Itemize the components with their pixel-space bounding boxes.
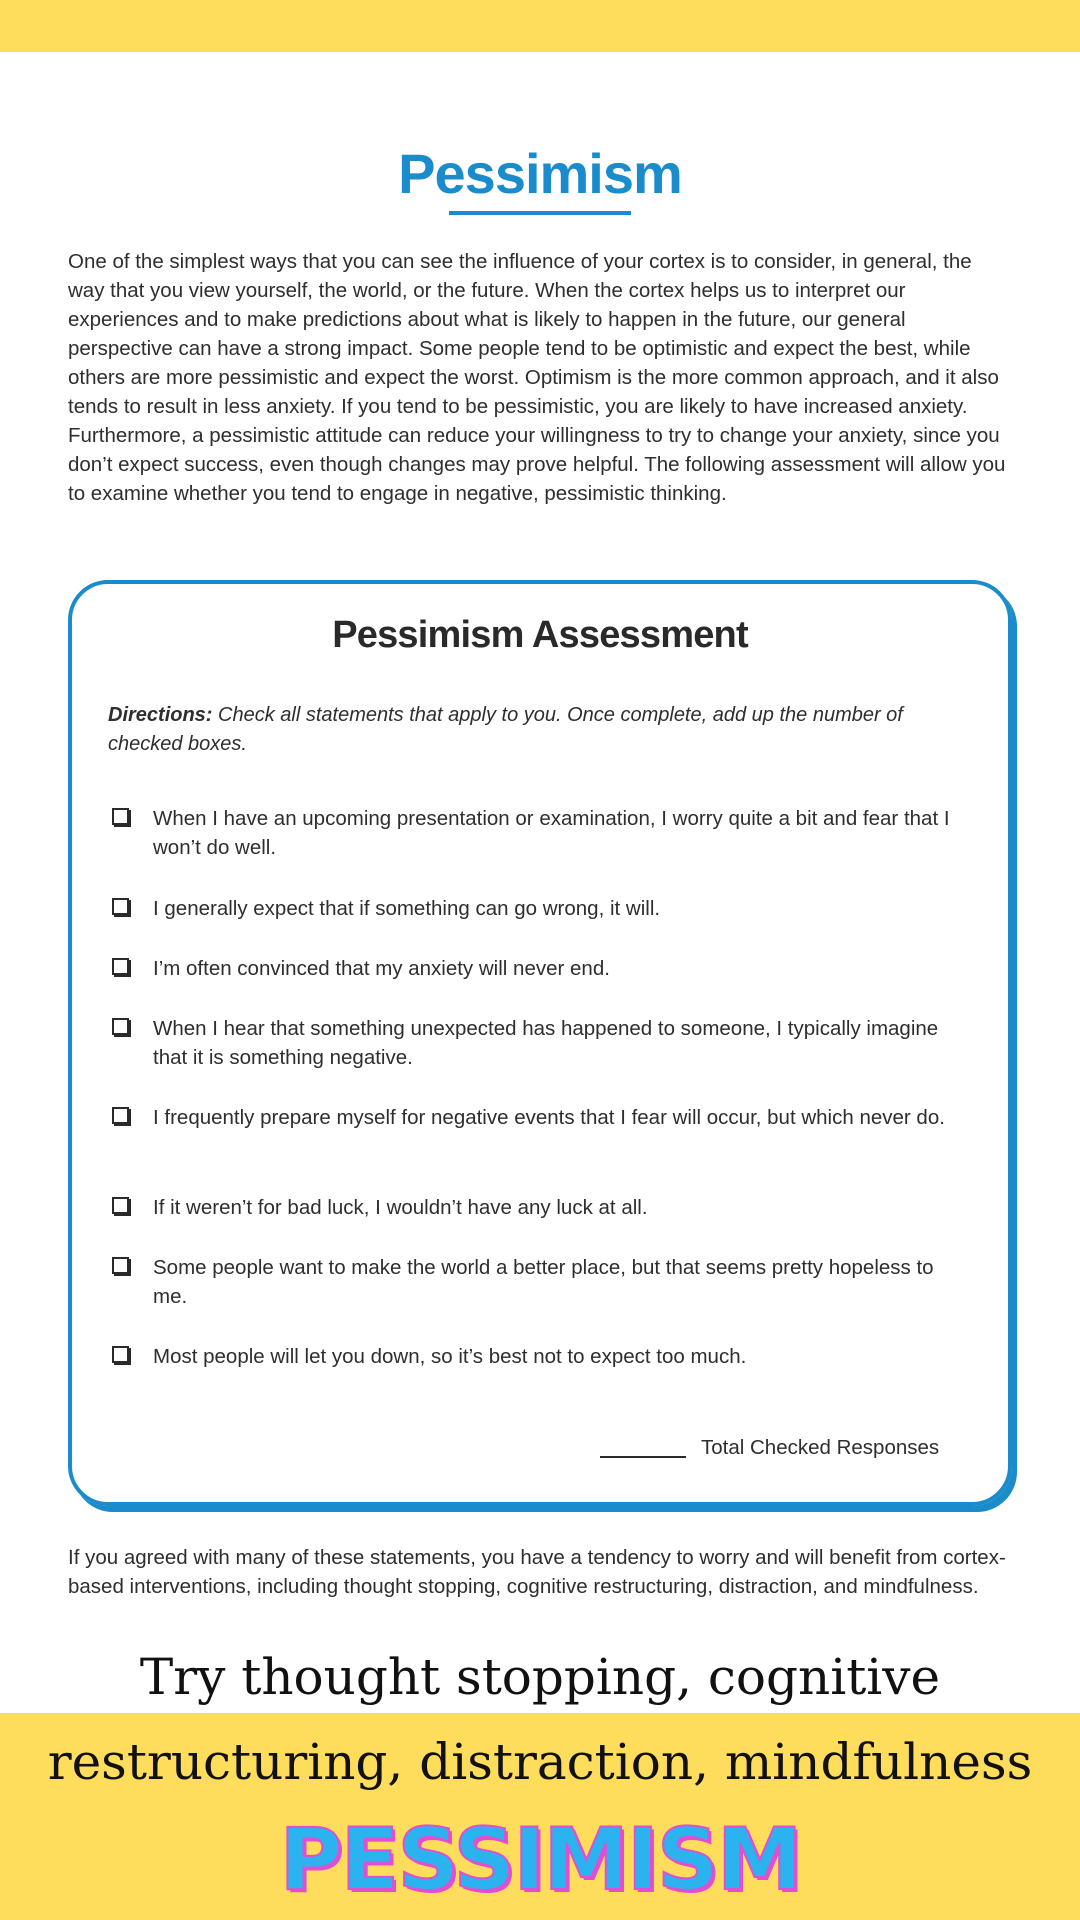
overlay-caption: Try thought stopping, cognitive restructuring, distraction, mindfulness [47,1648,1033,1791]
directions-label: Directions: [108,704,213,726]
checklist-item-text: I’m often convinced that my anxiety will never end. [153,957,610,980]
checklist-item-text: When I hear that something unexpected has happened to someone, I typically imagine that it is something negative. [153,1017,939,1069]
checkbox[interactable] [112,1197,129,1214]
document-title: Pessimism [398,142,682,205]
checkbox[interactable] [112,808,129,825]
directions-text: Check all statements that apply to you. Once complete, add up the number of checked boxes. [108,704,903,755]
title-underline [449,211,631,215]
checklist-item-text: Most people will let you down, so it’s best not to expect too much. [153,1345,747,1368]
checklist-item-text: If it weren’t for bad luck, I wouldn’t have any luck at all. [153,1196,648,1219]
top-color-band [0,0,1080,52]
checkbox[interactable] [112,898,129,915]
checkbox[interactable] [112,958,129,975]
checklist-item-text: Some people want to make the world a better place, but that seems pretty hopeless to me. [153,1256,934,1308]
total-label: Total Checked Responses [701,1436,940,1459]
total-blank-line[interactable] [600,1456,686,1458]
checklist-item-text: I generally expect that if something can go wrong, it will. [153,897,661,920]
checkbox[interactable] [112,1018,129,1035]
checkbox[interactable] [112,1257,129,1274]
checkbox[interactable] [112,1346,129,1363]
intro-paragraph: One of the simplest ways that you can see the influence of your cortex is to consider, in general, the way that you view yourself, the world, or the future. When the cortex helps us to interpret our experiences and to make predictions about what is likely to happen in the future, our general perspective can have a strong impact. Some people tend to be optimistic and expect the best, while others are more pessimistic and expect the worst. Optimism is the more common approach, and it also tends to result in less anxiety. If you tend to be pessimistic, you are likely to have increased anxiety. Furthermore, a pessimistic attitude can reduce your willingness to try to change your anxiety, since you don’t expect success, even though changes may prove helpful. The following assessment will allow you to examine whether you tend to engage in negative, pessimistic thinking. [68,250,1006,505]
assessment-title: Pessimism Assessment [332,614,748,656]
checkbox[interactable] [112,1107,129,1124]
conclusion-paragraph: If you agreed with many of these statements, you have a tendency to worry and will benefit from cortex-based interventions, including thought stopping, cognitive restructuring, distraction, and mindfulness. [68,1546,1006,1598]
checklist-item-text: When I have an upcoming presentation or examination, I worry quite a bit and fear that I won’t do well. [153,807,950,859]
checklist-item-text: I frequently prepare myself for negative events that I fear will occur, but which never do. [153,1106,945,1129]
footer-wordmark: PESSIMISM [279,1810,801,1910]
assessment-directions [108,701,968,759]
